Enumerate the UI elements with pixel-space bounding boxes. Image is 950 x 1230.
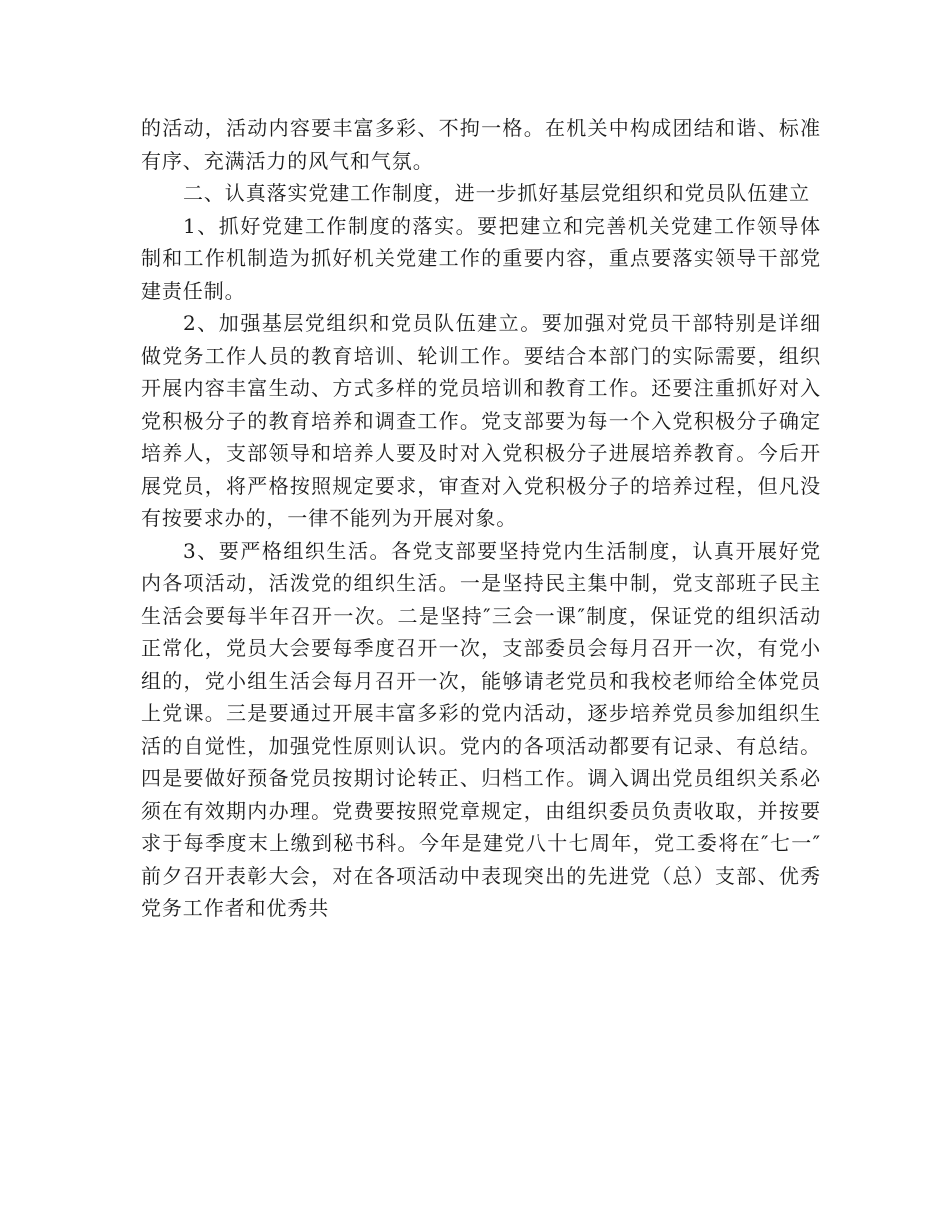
paragraph-item-3: 3、要严格组织生活。各党支部要坚持党内生活制度，认真开展好党内各项活动，活泼党的组织生活。一是坚持民主集中制，党支部班子民主生活会要每半年召开一次。二是坚持″三会一课″制度，保证党的组织活动正常化，党员大会要每季度召开一次，支部委员会每月召开一次，有党小组的，党小组生活会每月召开一次，能够请老党员和我校老师给全体党员上党课。三是要通过开展丰富多彩的党内活动，逐步培养党员参加组织生活的自觉性，加强党性原则认识。党内的各项活动都要有记录、有总结。四是要做好预备党员按期讨论转正、归档工作。调入调出党员组织关系必须在有效期内办理。党费要按照党章规定，由组织委员负责收取，并按要求于每季度末上缴到秘书科。今年是建党八十七周年，党工委将在″七一″前夕召开表彰大会，对在各项活动中表现突出的先进党（总）支部、优秀党务工作者和优秀共 [141,538,821,920]
paragraph-continuation: 的活动，活动内容要丰富多彩、不拘一格。在机关中构成团结和谐、标准有序、充满活力的风气和气氛。 [141,116,821,173]
paragraph-item-2: 2、加强基层党组织和党员队伍建立。要加强对党员干部特别是详细做党务工作人员的教育培训、轮训工作。要结合本部门的实际需要，组织开展内容丰富生动、方式多样的党员培训和教育工作。还要注重抓好对入党积极分子的教育培养和调查工作。党支部要为每一个入党积极分子确定培养人，支部领导和培养人要及时对入党积极分子进展培养教育。今后开展党员，将严格按照规定要求，审查对入党积极分子的培养过程，但凡没有按要求办的，一律不能列为开展对象。 [141,311,821,530]
document-page [141,112,821,925]
paragraph-item-1: 1、抓好党建工作制度的落实。要把建立和完善机关党建工作领导体制和工作机制造为抓好机关党建工作的重要内容，重点要落实领导干部党建责任制。 [141,213,821,303]
section-heading-two: 二、认真落实党建工作制度，进一步抓好基层党组织和党员队伍建立 [183,181,810,205]
